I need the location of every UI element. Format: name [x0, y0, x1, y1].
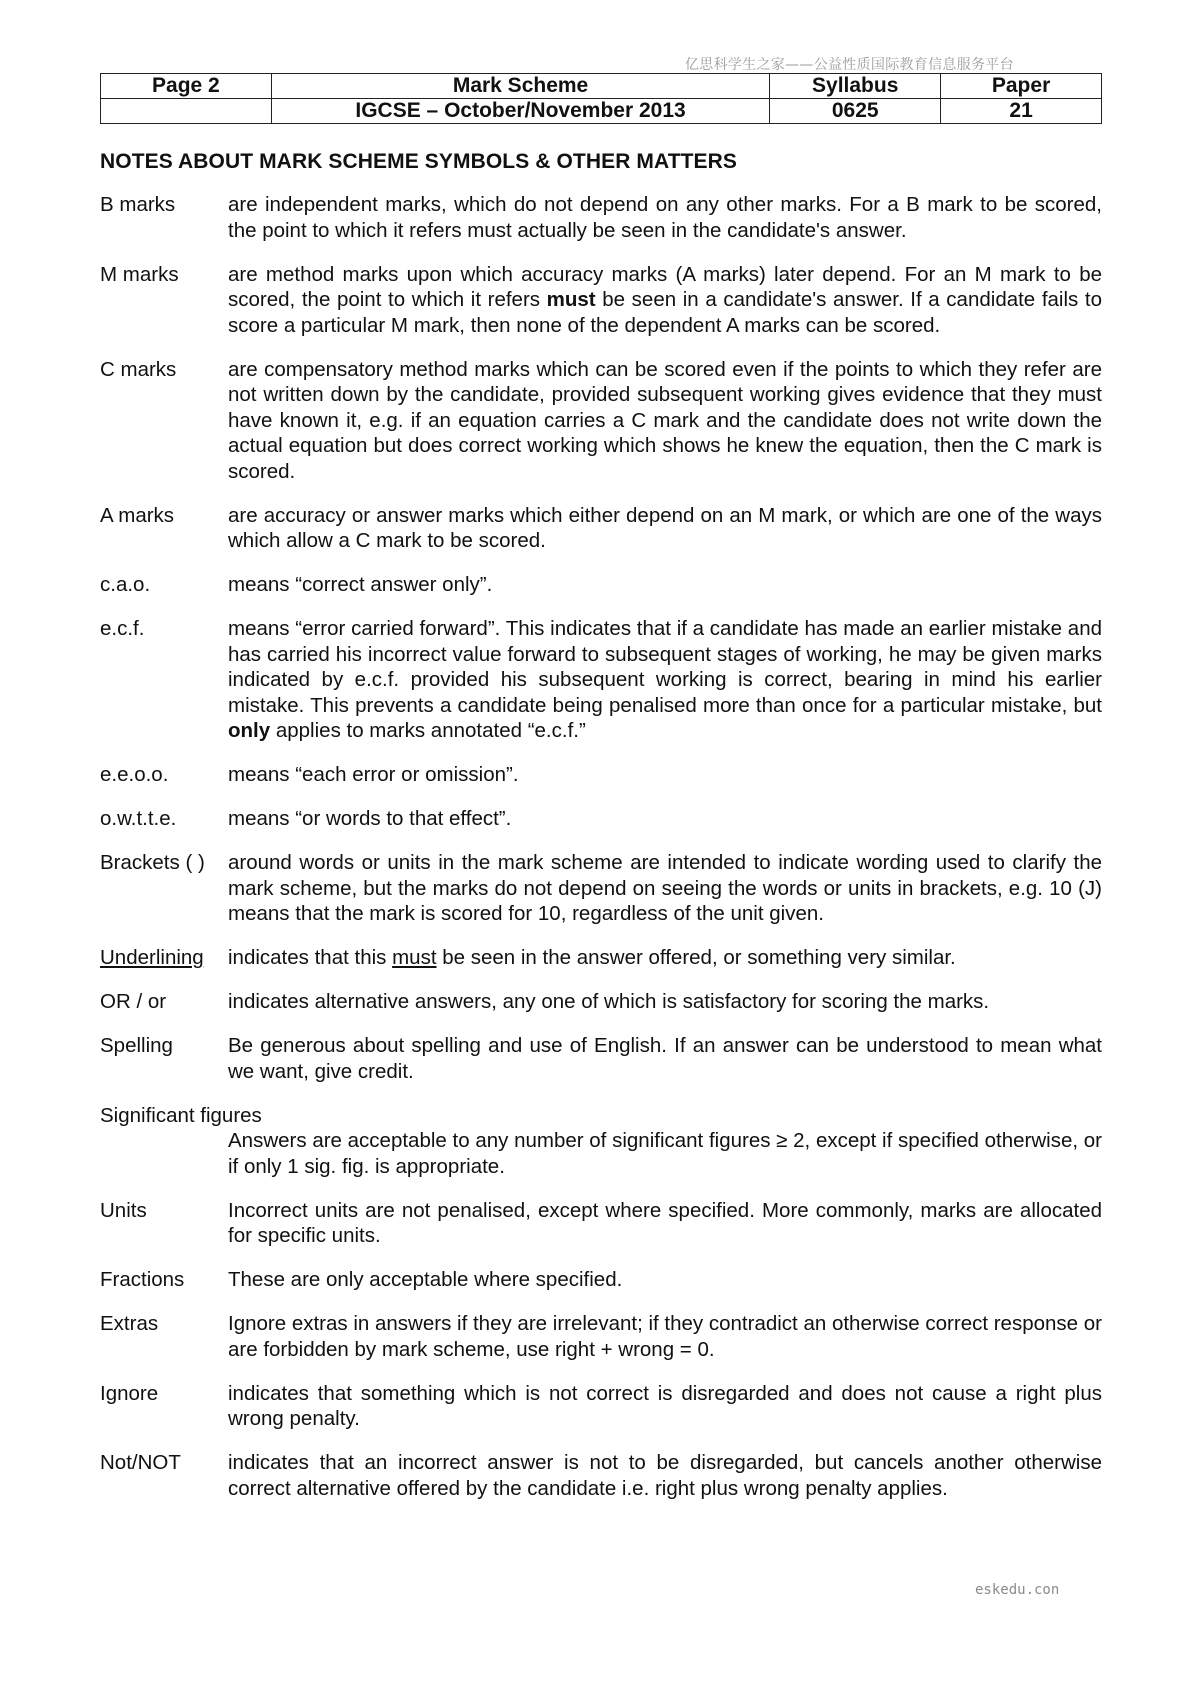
entry-spelling — [100, 1033, 1102, 1084]
definition: Ignore extras in answers if they are irrelevant; if they contradict an otherwise correct response or are forbidden by mark scheme, use right + wrong = 0. — [228, 1312, 1102, 1361]
entry-not — [100, 1450, 1102, 1501]
definition — [228, 262, 1102, 339]
definition: are accuracy or answer marks which either depend on an M mark, or which are one of the ways which allow a C mark to be scored. — [228, 503, 1102, 552]
term: Underlining — [100, 946, 204, 969]
exam-session: IGCSE – October/November 2013 — [271, 99, 769, 124]
term: A marks — [100, 503, 175, 527]
entry-units — [100, 1198, 1102, 1249]
term: Not/NOT — [100, 1451, 181, 1474]
entry-or — [100, 989, 1102, 1015]
term: c.a.o. — [100, 573, 151, 596]
entry-brackets — [100, 850, 1102, 927]
definition: means “each error or omission”. — [228, 763, 519, 786]
definition: Incorrect units are not penalised, except where specified. More commonly, marks are allocated for specific units. — [228, 1198, 1102, 1247]
definition: means “correct answer only”. — [228, 573, 493, 596]
definition-part: be seen in the answer offered, or something very similar. — [436, 946, 956, 969]
term: Extras — [100, 1312, 159, 1335]
watermark-bottom: eskedu.con — [975, 1582, 1060, 1598]
entry-significant-figures — [100, 1103, 1102, 1180]
syllabus-label: Syllabus — [770, 74, 941, 99]
header-row-1 — [101, 74, 1102, 99]
definition: Be generous about spelling and use of English. If an answer can be understood to mean what we want, give credit. — [228, 1034, 1102, 1083]
header-table — [100, 73, 1102, 124]
emphasis-must: must — [546, 288, 596, 311]
header-empty-cell — [101, 99, 272, 124]
term: C marks — [100, 357, 177, 381]
entry-extras — [100, 1311, 1102, 1362]
term: Significant figures — [100, 1103, 262, 1127]
term: Fractions — [100, 1268, 185, 1291]
term: o.w.t.t.e. — [100, 807, 177, 830]
watermark-top: 亿思科学生之家——公益性质国际教育信息服务平台 — [685, 57, 1014, 73]
term: e.e.o.o. — [100, 763, 169, 786]
paper-number: 21 — [941, 99, 1102, 124]
entry-b-marks — [100, 192, 1102, 243]
entry-cao — [100, 572, 1102, 598]
entry-ignore — [100, 1381, 1102, 1432]
emphasis-must-underlined: must — [392, 946, 437, 969]
entry-underlining — [100, 945, 1102, 971]
entry-fractions — [100, 1267, 1102, 1293]
definition: indicates that something which is not correct is disregarded and does not cause a right plus wrong penalty. — [228, 1381, 1102, 1430]
entry-eeoo — [100, 762, 1102, 788]
definition-part: applies to marks annotated “e.c.f.” — [270, 719, 586, 742]
entry-ecf — [100, 616, 1102, 744]
term: OR / or — [100, 990, 167, 1013]
definition-part: be seen in a candidate's answer. If a candidate fails to score a particular M mark, then none of the dependent A marks can be scored. — [228, 288, 1102, 337]
term: Brackets ( ) — [100, 851, 205, 874]
paper-label: Paper — [941, 74, 1102, 99]
definition-part: are method marks upon which accuracy marks (A marks) later depend. For an M mark to be scored, the point to which it refers — [228, 262, 1102, 311]
definition: are independent marks, which do not depend on any other marks. For a B mark to be scored, the point to which it refers must actually be seen in the candidate's answer. — [228, 193, 1102, 242]
definition: around words or units in the mark scheme are intended to indicate wording used to clarify the mark scheme, but the marks do not depend on seeing the words or units in brackets, e.g. 10 (J) means that the mark is scored for 10, regardless of the unit given. — [228, 851, 1102, 925]
definition-part: indicates that this — [228, 946, 393, 969]
definition: indicates alternative answers, any one of which is satisfactory for scoring the marks. — [228, 990, 990, 1013]
definition — [228, 945, 1102, 971]
entry-owtte — [100, 806, 1102, 832]
definition — [228, 616, 1102, 744]
mark-scheme-label: Mark Scheme — [271, 74, 769, 99]
definition: means “or words to that effect”. — [228, 807, 512, 830]
definition-part: means “error carried forward”. This indicates that if a candidate has made an earlier mistake and has carried his incorrect value forward to subsequent stages of working, he may be given marks indicated by e.c.f. provided his subsequent working is correct, bearing in mind his earlier mistake. This prevents a candidate being penalised more than once for a particular mistake, but — [228, 617, 1102, 717]
entry-c-marks — [100, 357, 1102, 485]
syllabus-code: 0625 — [770, 99, 941, 124]
notes-content — [100, 150, 1102, 1520]
term: Spelling — [100, 1034, 173, 1057]
term: Ignore — [100, 1381, 159, 1405]
definition: indicates that an incorrect answer is not to be disregarded, but cancels another otherwise correct alternative offered by the candidate i.e. right plus wrong penalty applies. — [228, 1451, 1102, 1500]
term: M marks — [100, 262, 179, 286]
definition: Answers are acceptable to any number of significant figures ≥ 2, except if specified otherwise, or if only 1 sig. fig. is appropriate. — [228, 1129, 1102, 1178]
definition: These are only acceptable where specified. — [228, 1268, 623, 1291]
term: e.c.f. — [100, 617, 145, 640]
term: Units — [100, 1198, 147, 1222]
page-number: Page 2 — [101, 74, 272, 99]
entry-m-marks — [100, 262, 1102, 339]
emphasis-only: only — [228, 719, 271, 742]
definition: are compensatory method marks which can be scored even if the points to which they refer are not written down by the candidate, provided subsequent working gives evidence that they must have known it, e.g. if an equation carries a C mark and the candidate does not write down the actual equation but does correct working which shows he knew the equation, then the C mark is scored. — [228, 357, 1102, 483]
section-title: NOTES ABOUT MARK SCHEME SYMBOLS & OTHER MATTERS — [100, 150, 738, 173]
header-row-2 — [101, 99, 1102, 124]
term: B marks — [100, 193, 176, 216]
entry-a-marks — [100, 503, 1102, 554]
